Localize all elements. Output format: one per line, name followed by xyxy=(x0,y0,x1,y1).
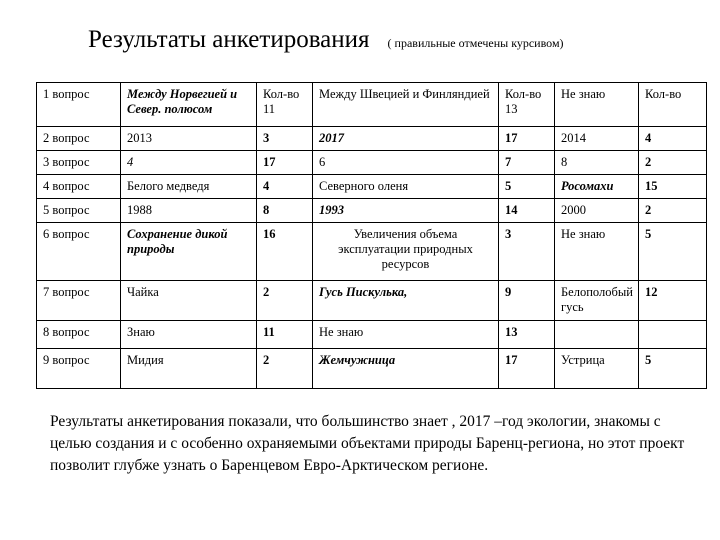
title-note: ( правильные отмечены курсивом) xyxy=(387,36,564,50)
table-row xyxy=(37,83,707,127)
table-cell: 9 xyxy=(499,281,555,321)
table-row xyxy=(37,175,707,199)
table-cell: Чайка xyxy=(121,281,257,321)
table-cell: 17 xyxy=(257,151,313,175)
table-cell: Сохранение дикой природы xyxy=(121,223,257,281)
table-cell: Кол-во 11 xyxy=(257,83,313,127)
table-cell: 2000 xyxy=(555,199,639,223)
table-cell: 7 вопрос xyxy=(37,281,121,321)
table-cell: 9 вопрос xyxy=(37,349,121,389)
table-row xyxy=(37,199,707,223)
table-cell: 2 xyxy=(639,199,707,223)
table-cell: 2 xyxy=(257,281,313,321)
table-cell: Росомахи xyxy=(555,175,639,199)
table-cell: 7 xyxy=(499,151,555,175)
table-cell: 4 xyxy=(639,127,707,151)
table-row xyxy=(37,281,707,321)
table-row xyxy=(37,321,707,349)
table-cell: 17 xyxy=(499,349,555,389)
table-cell: Кол-во xyxy=(639,83,707,127)
title-main: Результаты анкетирования xyxy=(88,26,370,53)
table-cell: 1 вопрос xyxy=(37,83,121,127)
table-cell: 8 xyxy=(555,151,639,175)
table-cell: 4 вопрос xyxy=(37,175,121,199)
table-cell: 1988 xyxy=(121,199,257,223)
table-cell: Знаю xyxy=(121,321,257,349)
table-cell: 8 xyxy=(257,199,313,223)
table-row xyxy=(37,349,707,389)
table-cell: 14 xyxy=(499,199,555,223)
table-cell: 6 вопрос xyxy=(37,223,121,281)
table-row xyxy=(37,127,707,151)
table-cell: 12 xyxy=(639,281,707,321)
table-cell: Жемчужница xyxy=(313,349,499,389)
table-cell: Белополобый гусь xyxy=(555,281,639,321)
table-cell: 11 xyxy=(257,321,313,349)
table-cell: 3 вопрос xyxy=(37,151,121,175)
table-cell: 6 xyxy=(313,151,499,175)
table-cell: Устрица xyxy=(555,349,639,389)
table-row xyxy=(37,223,707,281)
table-cell: 2017 xyxy=(313,127,499,151)
table-cell: 17 xyxy=(499,127,555,151)
table-cell: 4 xyxy=(121,151,257,175)
table-cell: 5 xyxy=(639,349,707,389)
table-cell: 2 вопрос xyxy=(37,127,121,151)
table-cell: Белого медведя xyxy=(121,175,257,199)
table-cell: 5 xyxy=(499,175,555,199)
table-cell: Не знаю xyxy=(555,83,639,127)
table-cell: Между Швецией и Финляндией xyxy=(313,83,499,127)
table-cell: 5 вопрос xyxy=(37,199,121,223)
table-cell: Не знаю xyxy=(313,321,499,349)
table-cell: Кол-во 13 xyxy=(499,83,555,127)
table-cell: 16 xyxy=(257,223,313,281)
table-cell: Гусь Пискулька, xyxy=(313,281,499,321)
table-cell xyxy=(639,321,707,349)
table-cell: Не знаю xyxy=(555,223,639,281)
table-cell: 2 xyxy=(639,151,707,175)
results-table xyxy=(36,82,707,389)
table-cell: 1993 xyxy=(313,199,499,223)
table-cell: Между Норвегией и Север. полюсом xyxy=(121,83,257,127)
table-cell: 15 xyxy=(639,175,707,199)
table-cell: 2014 xyxy=(555,127,639,151)
page-title xyxy=(88,26,564,54)
table-cell: Северного оленя xyxy=(313,175,499,199)
table-row xyxy=(37,151,707,175)
table-cell: 4 xyxy=(257,175,313,199)
table-cell: 2013 xyxy=(121,127,257,151)
table-cell: 3 xyxy=(257,127,313,151)
table-cell: 5 xyxy=(639,223,707,281)
table-cell xyxy=(555,321,639,349)
table-cell: Мидия xyxy=(121,349,257,389)
table-cell: 8 вопрос xyxy=(37,321,121,349)
summary-paragraph: Результаты анкетирования показали, что большинство знает , 2017 –год экологии, знакомы с целью создания и с особенно охраняемыми объектами природы Баренц-региона, но этот проект позволит глубже узнать о Баренцевом Евро-Арктическом регионе. xyxy=(50,413,685,474)
table-cell: Увеличения объема эксплуатации природных ресурсов xyxy=(313,223,499,281)
table-cell: 3 xyxy=(499,223,555,281)
table-cell: 13 xyxy=(499,321,555,349)
table-cell: 2 xyxy=(257,349,313,389)
